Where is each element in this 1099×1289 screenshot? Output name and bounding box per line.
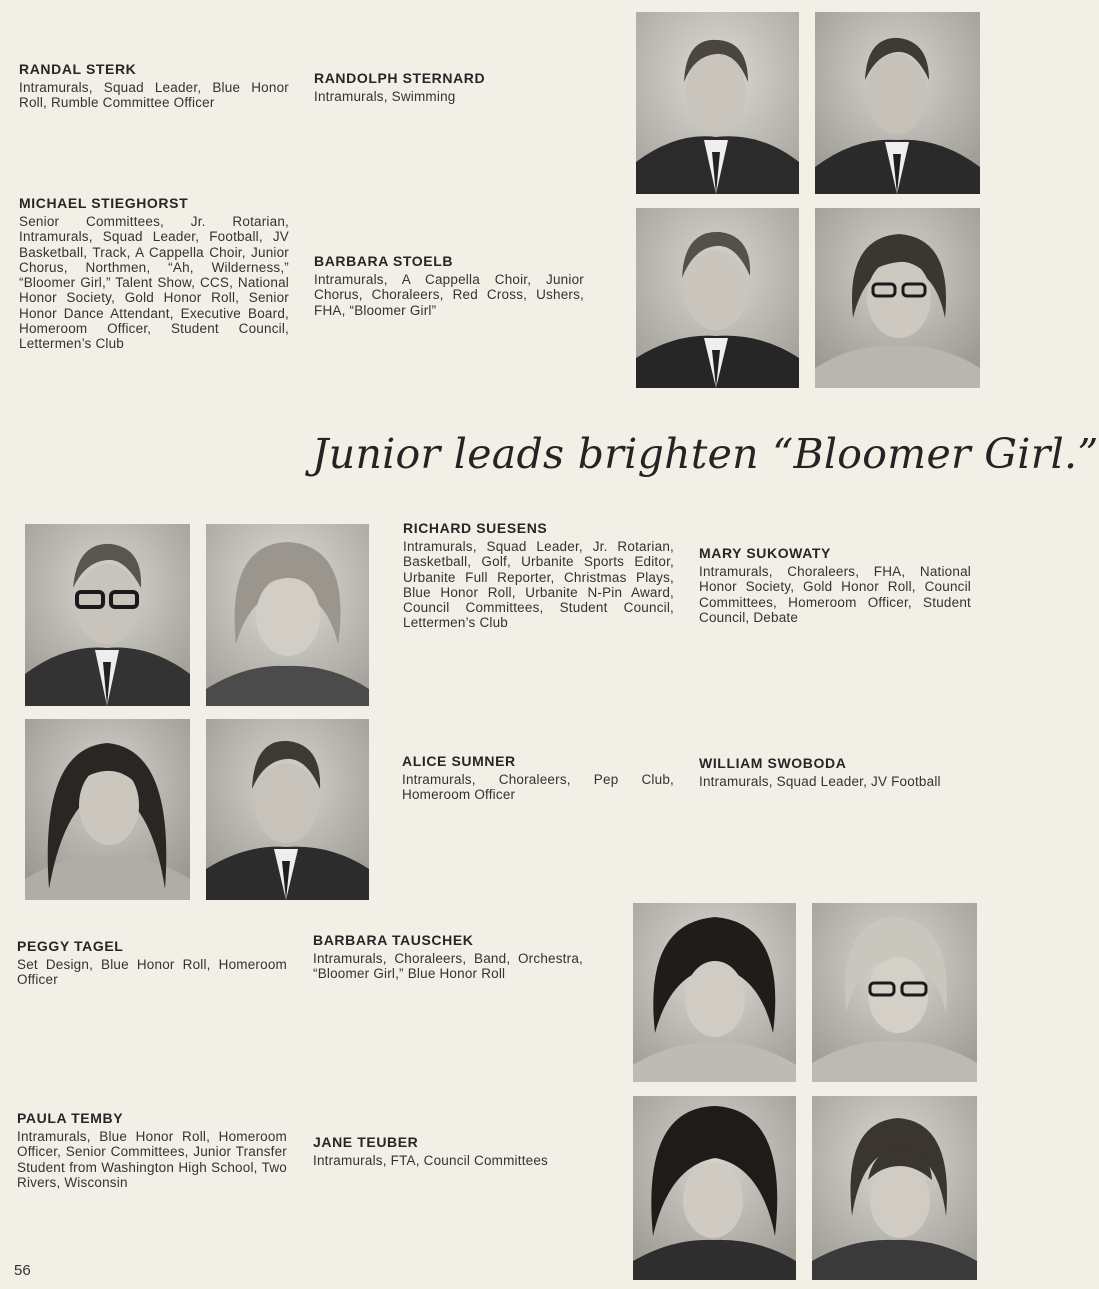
portrait-photo-graphic — [206, 524, 369, 706]
portrait-photo-graphic — [636, 12, 799, 194]
student-name: RANDAL STERK — [19, 61, 137, 77]
portrait-photo-graphic — [633, 903, 796, 1082]
student-name: MICHAEL STIEGHORST — [19, 195, 189, 211]
student-name: BARBARA TAUSCHEK — [313, 932, 474, 948]
portrait-photo-graphic — [25, 524, 190, 706]
student-activities: Intramurals, Blue Honor Roll, Homeroom Officer, Senior Committees, Junior Transfer Student from Washington High School, Two Rivers, Wisconsin — [17, 1129, 287, 1190]
student-entry-mary-sukowaty — [699, 545, 971, 625]
student-activities: Intramurals, Squad Leader, Blue Honor Roll, Rumble Committee Officer — [19, 80, 289, 111]
page-headline: Junior leads brighten “Bloomer Girl.” — [312, 430, 1099, 478]
portrait-photo-graphic — [636, 208, 799, 388]
student-activities: Intramurals, Choraleers, Band, Orchestra, “Bloomer Girl,” Blue Honor Roll — [313, 951, 583, 982]
student-entry-jane-teuber — [313, 1134, 583, 1168]
student-name: BARBARA STOELB — [314, 253, 454, 269]
student-activities: Intramurals, FTA, Council Committees — [313, 1153, 549, 1168]
student-entry-william-swoboda — [699, 755, 971, 789]
student-activities: Intramurals, Choraleers, FHA, National Honor Society, Gold Honor Roll, Council Committees, Homeroom Officer, Student Council, Debate — [699, 564, 971, 625]
portrait-photo-graphic — [812, 1096, 977, 1280]
portrait-photo-graphic — [815, 12, 980, 194]
portrait-photo-graphic — [206, 719, 369, 900]
portrait-photo-graphic — [815, 208, 980, 388]
portrait-photo-tagel — [633, 903, 796, 1082]
portrait-photo-sterk — [636, 12, 799, 194]
student-entry-alice-sumner — [402, 753, 674, 803]
portrait-photo-swoboda — [206, 719, 369, 900]
student-entry-michael-stieghorst — [19, 195, 289, 352]
page-number: 56 — [14, 1262, 31, 1279]
student-name: MARY SUKOWATY — [699, 545, 831, 561]
portrait-photo-temby — [633, 1096, 796, 1280]
student-entry-paula-temby — [17, 1110, 287, 1190]
portrait-photo-sumner — [25, 719, 190, 900]
student-name: RICHARD SUESENS — [403, 520, 548, 536]
portrait-photo-teuber — [812, 1096, 977, 1280]
student-entry-barbara-tauschek — [313, 932, 583, 982]
student-entry-randolph-sternard — [314, 70, 586, 104]
student-activities: Intramurals, A Cappella Choir, Junior Chorus, Choraleers, Red Cross, Ushers, FHA, “Bloomer Girl” — [314, 272, 584, 318]
student-name: JANE TEUBER — [313, 1134, 419, 1150]
student-name: RANDOLPH STERNARD — [314, 70, 486, 86]
student-entry-richard-suesens — [403, 520, 674, 631]
portrait-photo-graphic — [633, 1096, 796, 1280]
portrait-photo-tauschek — [812, 903, 977, 1082]
student-entry-peggy-tagel — [17, 938, 287, 988]
student-activities: Intramurals, Choraleers, Pep Club, Homeroom Officer — [402, 772, 674, 803]
student-name: PAULA TEMBY — [17, 1110, 124, 1126]
portrait-photo-stoelb — [815, 208, 980, 388]
student-activities: Intramurals, Swimming — [314, 89, 456, 104]
student-entry-barbara-stoelb — [314, 253, 584, 318]
student-activities: Intramurals, Squad Leader, Jr. Rotarian, Basketball, Golf, Urbanite Sports Editor, Urbanite Full Reporter, Christmas Plays, Blue Honor Roll, Urbanite N-Pin Award, Council Committees, Student Council, Lettermen’s Club — [403, 539, 674, 631]
student-name: WILLIAM SWOBODA — [699, 755, 847, 771]
portrait-photo-graphic — [25, 719, 190, 900]
student-name: PEGGY TAGEL — [17, 938, 124, 954]
portrait-photo-stieghorst — [636, 208, 799, 388]
portrait-photo-suesens — [25, 524, 190, 706]
portrait-photo-sukowaty — [206, 524, 369, 706]
student-entry-randal-sterk — [19, 61, 289, 111]
portrait-photo-graphic — [812, 903, 977, 1082]
student-activities: Set Design, Blue Honor Roll, Homeroom Officer — [17, 957, 287, 988]
student-activities: Intramurals, Squad Leader, JV Football — [699, 774, 941, 789]
portrait-photo-sternard — [815, 12, 980, 194]
student-activities: Senior Committees, Jr. Rotarian, Intramurals, Squad Leader, Football, JV Basketball, Track, A Cappella Choir, Junior Chorus, Northmen, “Ah, Wilderness,” “Bloomer Girl,” Talent Show, CCS, National Honor Society, Gold Honor Roll, Senior Honor Dance Attendant, Executive Board, Homeroom Officer, Student Council, Lettermen’s Club — [19, 214, 289, 352]
student-name: ALICE SUMNER — [402, 753, 516, 769]
